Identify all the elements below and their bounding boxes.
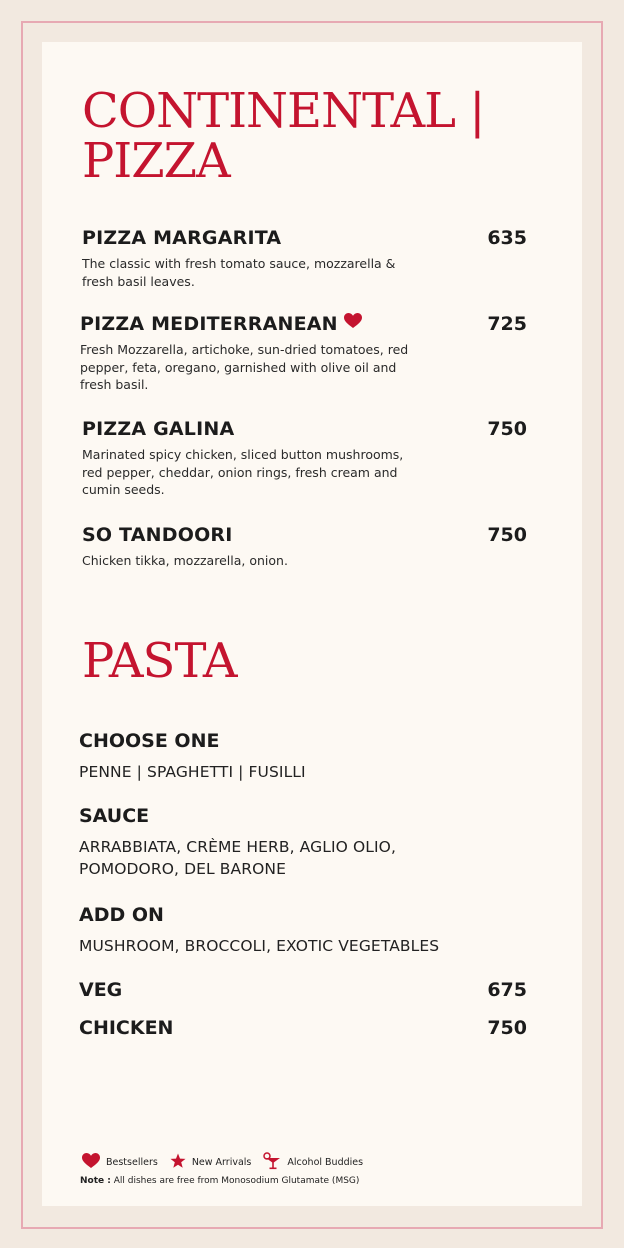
msg-note <box>80 1176 359 1186</box>
pasta-addon-heading: ADD ON <box>79 904 164 926</box>
legend-label: Bestsellers <box>106 1157 158 1168</box>
menu-item-description: Chicken tikka, mozzarella, onion. <box>82 553 288 568</box>
pasta-price-name: CHICKEN <box>79 1017 174 1039</box>
pasta-addon-options: MUSHROOM, BROCCOLI, EXOTIC VEGETABLES <box>79 937 440 955</box>
menu-item-price: 635 <box>487 227 527 249</box>
note-label: Note : <box>80 1176 111 1186</box>
pasta-choose-options: PENNE | SPAGHETTI | FUSILLI <box>79 763 306 781</box>
menu-item-description: The classic with fresh tomato sauce, mozzarella & fresh basil leaves. <box>82 256 396 289</box>
menu-item-description: Marinated spicy chicken, sliced button mushrooms, red pepper, cheddar, onion rings, fresh cream and cumin seeds. <box>82 447 404 497</box>
menu-item-name: SO TANDOORI <box>82 524 233 546</box>
menu-item-description: Fresh Mozzarella, artichoke, sun-dried tomatoes, red pepper, feta, oregano, garnished with olive oil and fresh basil. <box>80 342 409 392</box>
heart-icon <box>82 1153 106 1172</box>
cocktail-glass-icon <box>263 1152 287 1173</box>
pasta-price-value: 750 <box>487 1017 527 1039</box>
menu-item-name: PIZZA GALINA <box>82 418 235 440</box>
pasta-price-name: VEG <box>79 979 123 1001</box>
note-text: All dishes are free from Monosodium Glutamate (MSG) <box>113 1176 360 1186</box>
menu-item-price: 750 <box>487 524 527 546</box>
pasta-sauce-options-line2: POMODORO, DEL BARONE <box>79 860 286 878</box>
pasta-price-value: 675 <box>487 979 527 1001</box>
legend-entry-new-arrivals <box>170 1153 252 1172</box>
menu-item-price: 750 <box>487 418 527 440</box>
pasta-section-title: PASTA <box>82 633 237 689</box>
menu-item-price: 725 <box>487 313 527 335</box>
legend-label: Alcohol Buddies <box>287 1157 364 1168</box>
pizza-title-line2: PIZZA <box>82 133 230 189</box>
pasta-sauce-options-line1: ARRABBIATA, CRÈME HERB, AGLIO OLIO, <box>79 838 396 856</box>
star-icon <box>170 1153 192 1172</box>
menu-item-name: PIZZA MARGARITA <box>82 227 282 249</box>
menu-item-name-row <box>80 313 362 335</box>
menu-card <box>42 42 582 1206</box>
heart-icon <box>344 312 362 334</box>
menu-item-name: PIZZA MEDITERRANEAN <box>80 313 338 335</box>
legend-entry-bestsellers <box>82 1153 158 1172</box>
legend-label: New Arrivals <box>191 1157 252 1168</box>
legend <box>82 1152 375 1173</box>
legend-entry-alcohol-buddies <box>263 1152 363 1173</box>
pasta-sauce-heading: SAUCE <box>79 805 150 827</box>
pizza-title-line1: CONTINENTAL | <box>82 83 485 139</box>
pizza-section-title <box>82 83 485 189</box>
pasta-choose-heading: CHOOSE ONE <box>79 730 220 752</box>
